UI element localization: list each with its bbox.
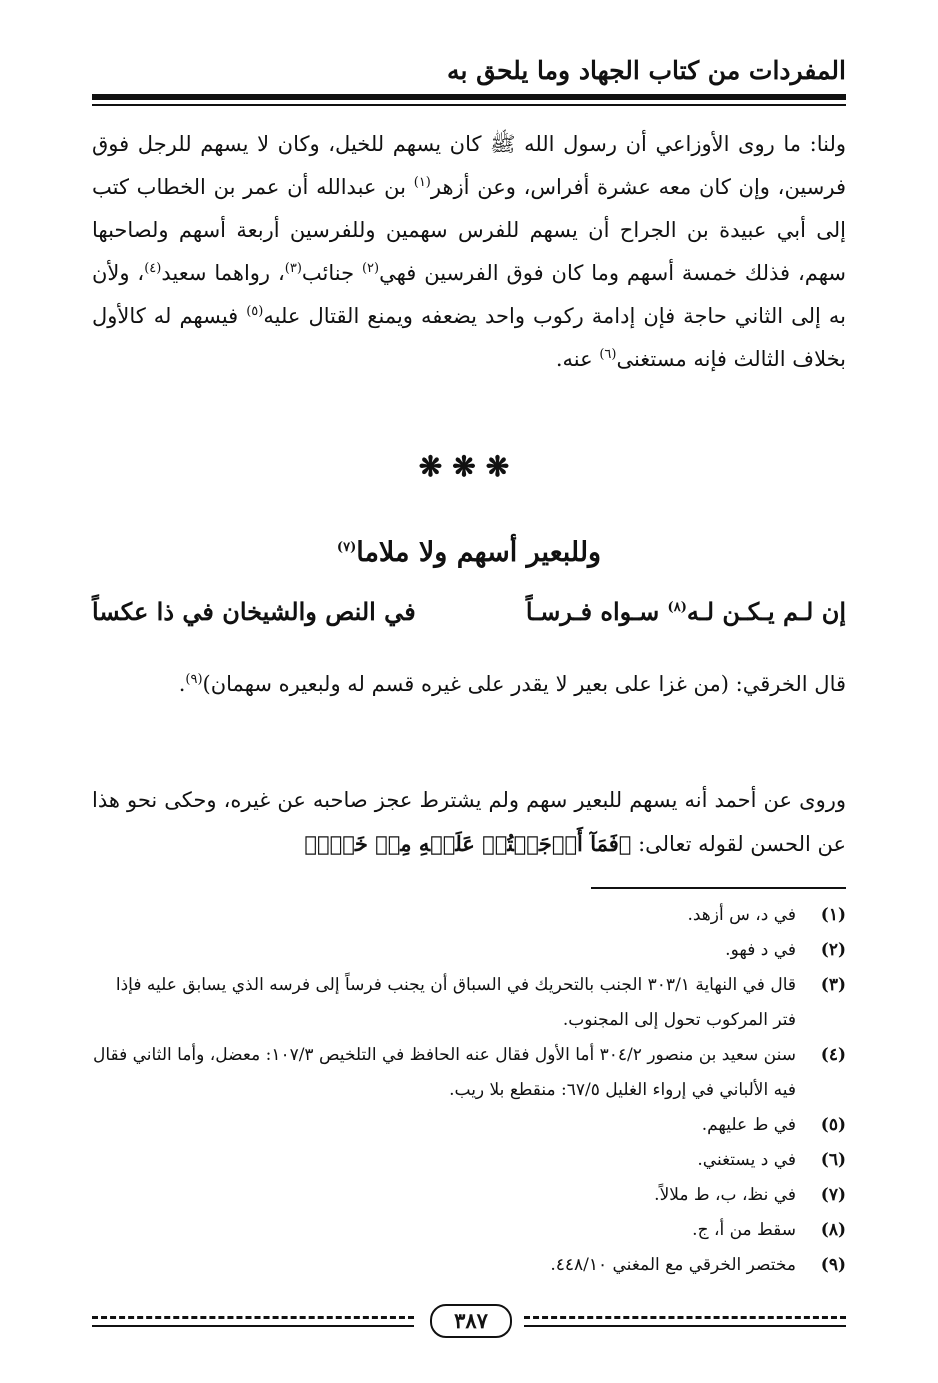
footnote-ref-4: (٤): [144, 261, 162, 276]
paragraph-1-text: فيسهم له كالأول بخلاف الثالث فإنه مستغنى: [92, 304, 846, 371]
running-title: المفردات من كتاب الجهاد وما يلحق به: [447, 56, 846, 85]
footnote-text: قال في النهاية ٣٠٣/١ الجنب بالتحريك في السباق أن يجنب فرساً إلى فرسه الذي يسابق عليه فإذا فتر المركوب تحول إلى المجنوب.: [115, 975, 796, 1030]
section-heading-text: وللبعير أسهم ولا ملاما: [356, 537, 602, 568]
page-footer: [92, 1300, 846, 1340]
footer-dashed-rule: [92, 1316, 414, 1319]
quran-quote: ﴿فَمَآ أَوۡجَفۡتُمۡ عَلَيۡهِ مِنۡ خَيۡلٖ: [304, 831, 632, 856]
footnote-item: [92, 1178, 846, 1213]
header-rule-thick: [92, 94, 846, 100]
footnote-item: [92, 933, 846, 968]
footnote-number: (٨): [820, 1220, 846, 1240]
paragraph-1: [92, 123, 846, 381]
footnote-ref-3: (٣): [284, 261, 302, 276]
paragraph-1-text: ، ولأن به إلى الثاني حاجة فإن إدامة ركوب واحد يضعفه ويمنع القتال عليه: [92, 261, 846, 328]
footnote-text: مختصر الخرقي مع المغني ٤٤٨/١٠.: [550, 1255, 796, 1275]
paragraph-3: [92, 779, 846, 866]
footnote-text: سقط من أ، ج.: [692, 1220, 796, 1240]
footnote-number: (٤): [820, 1045, 846, 1065]
footer-solid-rule: [524, 1325, 846, 1327]
footnote-number: (٧): [820, 1185, 846, 1205]
paragraph-2: [92, 663, 846, 706]
footnote-ref-2: (٢): [361, 261, 380, 276]
verse-first-text-end: سـواه فـرسـاً: [525, 597, 668, 626]
footnote-text: في نظ، ب، ط ملالاً.: [654, 1185, 796, 1205]
footnote-item: [92, 968, 846, 1038]
paragraph-2-text: قال الخرقي: (من غزا على بعير لا يقدر على غيره قسم له ولبعيره سهمان): [202, 672, 846, 696]
paragraph-2-end: .: [178, 672, 186, 696]
paragraph-3-text: وروى عن أحمد أنه يسهم للبعير سهم ولم يشترط عجز صاحبه عن غيره، وحكى نحو هذا عن الحسن لقوله تعالى:: [92, 788, 846, 856]
verse-first-hemistich: [526, 597, 846, 626]
footnote-item: [92, 1038, 846, 1108]
poem-verse: [92, 597, 846, 637]
footnote-ref-9: (٩): [185, 672, 203, 687]
footnote-text: في د يستغني.: [697, 1150, 796, 1170]
footer-dashed-rule: [524, 1316, 846, 1319]
footnote-text: سنن سعيد بن منصور ٣٠٤/٢ أما الأول فقال عنه الحافظ في التلخيص ١٠٧/٣: معضل، وأما الثاني فقال فيه الألباني في إرواء الغليل ٦٧/٥: منقطع بلا ريب.: [92, 1045, 796, 1100]
footnote-ref-8: (٨): [667, 600, 687, 615]
footnote-item: [92, 1108, 846, 1143]
footnote-item: [92, 1143, 846, 1178]
footnote-separator: [591, 887, 846, 889]
paragraph-1-text: ، رواهما سعيد: [161, 261, 285, 285]
footnote-text: في ط عليهم.: [701, 1115, 796, 1135]
verse-second-hemistich: في النص والشيخان في ذا عكساً: [92, 597, 416, 626]
paragraph-1-text: جنائب: [301, 261, 362, 285]
footnote-ref-7: (٧): [336, 540, 357, 555]
section-heading: [92, 537, 846, 568]
footnote-number: (٩): [820, 1255, 846, 1275]
footnote-ref-5: (٥): [246, 304, 264, 319]
footnote-number: (٥): [820, 1115, 846, 1135]
paragraph-1-text: ولنا: ما روى الأوزاعي أن رسول الله ﷺ كان يسهم للخيل، وكان لا يسهم للرجل فوق فرسين، وإن كان معه عشرة أفراس، وعن أزهر: [92, 132, 846, 199]
footnote-ref-6: (٦): [599, 347, 617, 362]
footnote-number: (٢): [820, 940, 846, 960]
footnote-item: [92, 1248, 846, 1283]
footnotes-list: [92, 898, 846, 1283]
footnote-item: [92, 898, 846, 933]
footnote-number: (١): [820, 905, 846, 925]
section-separator: ❋❋❋: [418, 450, 520, 483]
footnote-text: في د، س أزهد.: [687, 905, 796, 925]
footnote-number: (٣): [820, 975, 846, 995]
verse-first-text: إن لـم يـكـن لـه: [686, 597, 846, 626]
footnote-item: [92, 1213, 846, 1248]
footnote-ref-1: (١): [413, 175, 431, 190]
footer-solid-rule: [92, 1325, 414, 1327]
paragraph-1-text: عنه.: [555, 347, 600, 371]
footnote-number: (٦): [820, 1150, 846, 1170]
page-number: ٣٨٧: [430, 1304, 512, 1338]
paragraph-1-text: بن عبدالله أن عمر بن الخطاب كتب إلى أبي عبيدة بن الجراح أن يسهم للفرس سهمين وللفرسين أربعة أسهم ولصاحبها سهم، فذلك خمسة أسهم وما كان فوق الفرسين فهي: [92, 175, 846, 285]
footnote-text: في د فهو.: [725, 940, 796, 960]
header-rule-thin: [92, 104, 846, 106]
